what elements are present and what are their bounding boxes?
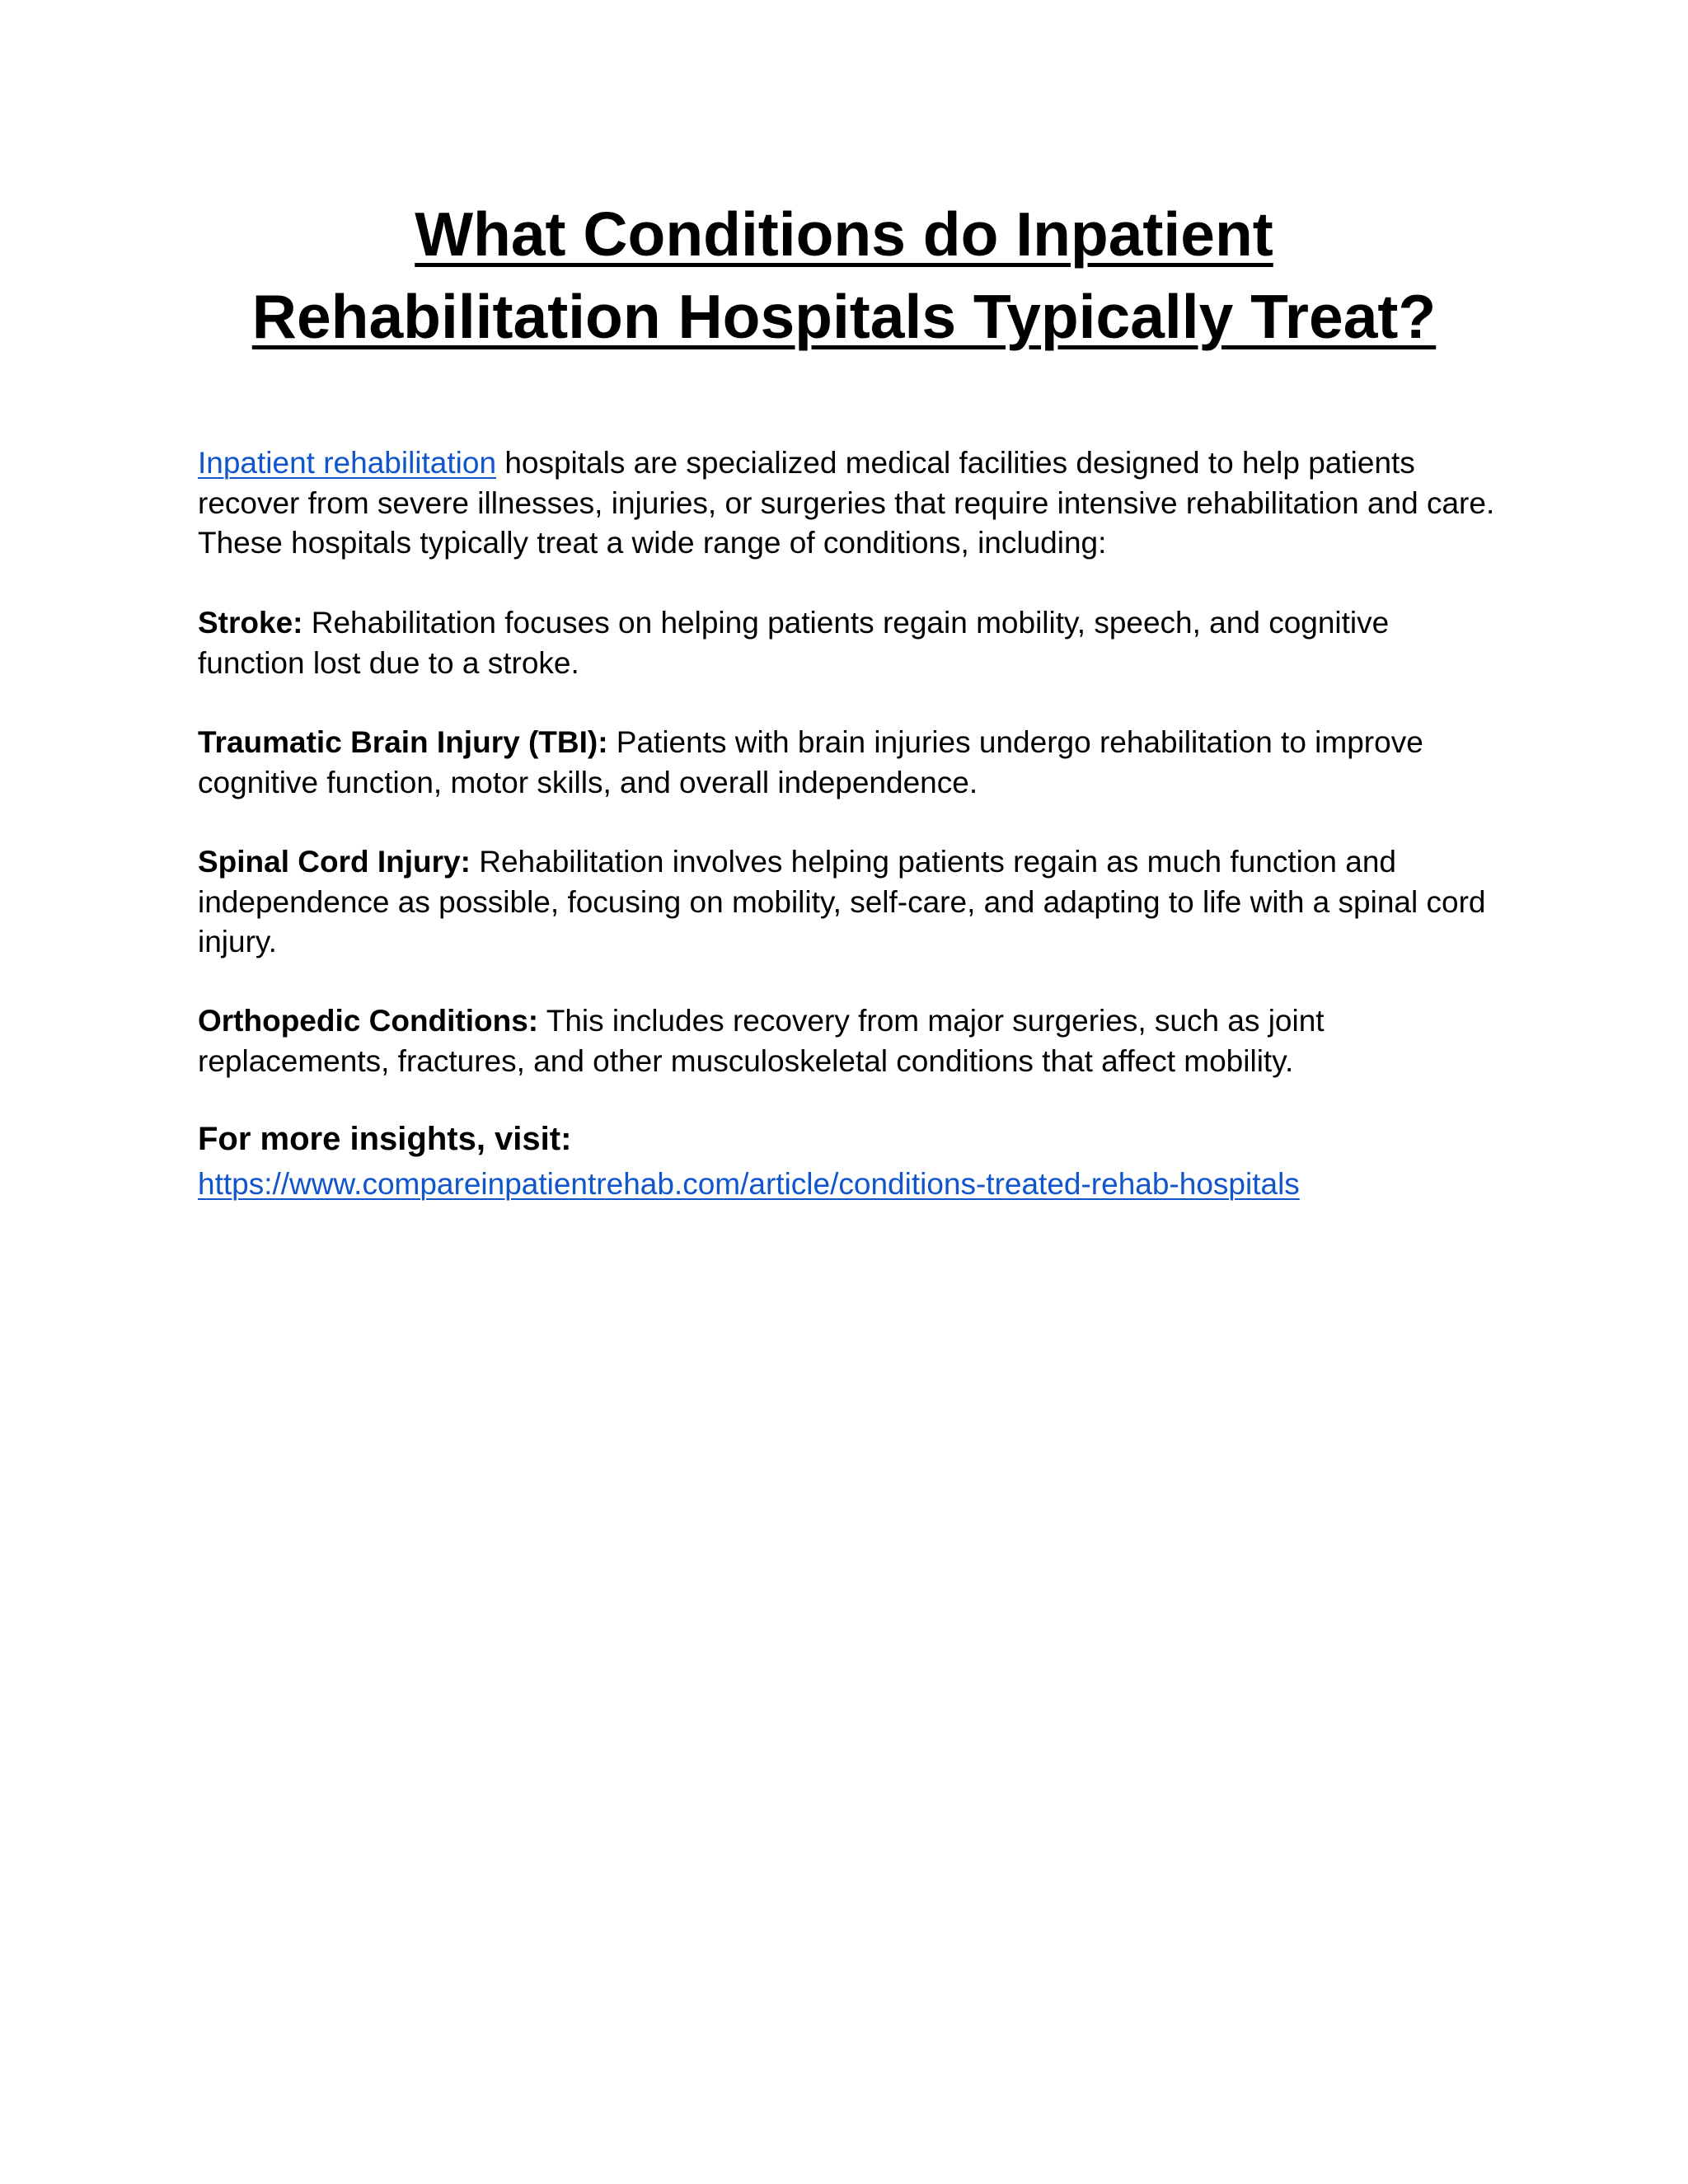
title-line-2: Rehabilitation Hospitals Typically Treat? (251, 282, 1437, 351)
condition-term: Stroke: (198, 606, 303, 640)
page-title (148, 193, 1540, 358)
insights-heading: For more insights, visit: (198, 1121, 572, 1157)
intro-paragraph (198, 443, 1500, 564)
condition-description: Rehabilitation involves helping patients regain as much function and independence as possible, focusing on mobility, self-care, and adapting to life with a spinal cord injury. (198, 845, 1486, 958)
condition-stroke (198, 603, 1500, 683)
insights-url-link[interactable]: https://www.compareinpatientrehab.com/article/conditions-treated-rehab-hospitals (198, 1167, 1300, 1201)
condition-description: This includes recovery from major surgeries, such as joint replacements, fractures, and other musculoskeletal conditions that affect mobility. (198, 1004, 1325, 1078)
condition-spinal-cord-injury (198, 842, 1500, 963)
inpatient-rehabilitation-link[interactable]: Inpatient rehabilitation (198, 446, 497, 480)
condition-term: Orthopedic Conditions: (198, 1004, 539, 1038)
condition-description: Patients with brain injuries undergo rehabilitation to improve cognitive function, motor skills, and overall independence. (198, 725, 1423, 799)
condition-term: Traumatic Brain Injury (TBI): (198, 725, 608, 759)
condition-orthopedic (198, 1001, 1500, 1081)
intro-text: hospitals are specialized medical facilities designed to help patients recover from severe illnesses, injuries, or surgeries that require intensive rehabilitation and care. These hospitals typically treat a wide range of conditions, including: (198, 446, 1495, 560)
condition-term: Spinal Cord Injury: (198, 845, 471, 879)
condition-tbi (198, 723, 1500, 803)
condition-description: Rehabilitation focuses on helping patients regain mobility, speech, and cognitive function lost due to a stroke. (198, 606, 1390, 680)
title-line-1: What Conditions do Inpatient (415, 199, 1273, 269)
